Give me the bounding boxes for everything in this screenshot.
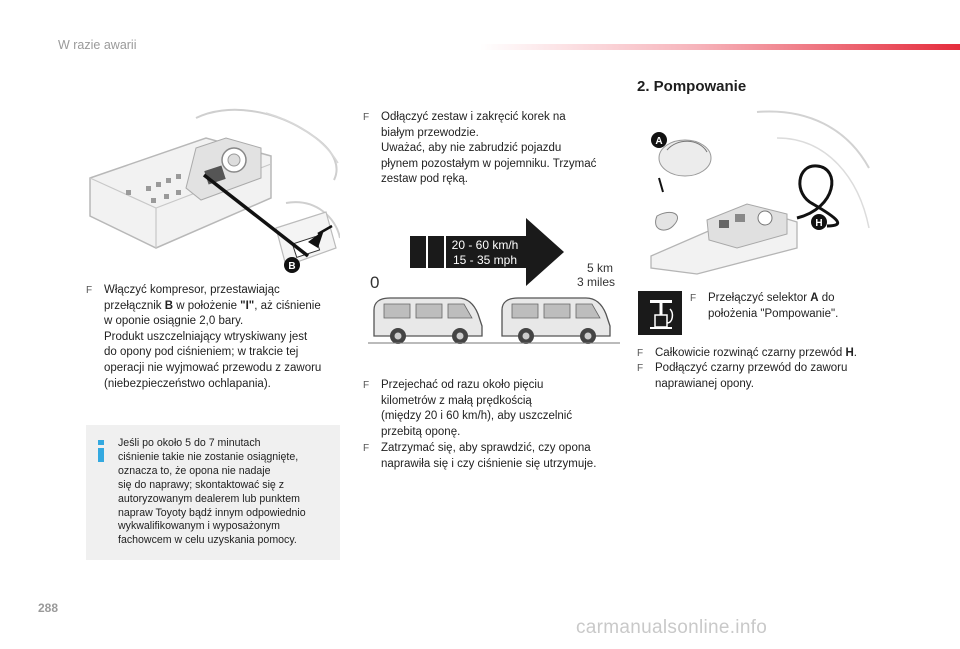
text-line: Całkowicie rozwinąć czarny przewód xyxy=(655,347,846,359)
bullet-marker: F xyxy=(690,293,697,304)
text-line: Uważać, aby nie zabrudzić pojazdu xyxy=(381,142,562,155)
start-distance-label: 0 xyxy=(370,273,380,292)
text-line: białym przewodzie. xyxy=(381,126,479,139)
inflation-illustration xyxy=(637,108,873,280)
section-title: 2. Pompowanie xyxy=(637,78,747,95)
text-line: Produkt uszczelniający wtryskiwany jest xyxy=(104,330,308,343)
label-b-inline: B xyxy=(164,299,174,312)
text-line: położenia "Pompowanie". xyxy=(708,307,839,320)
text-line: wykwalifikowanym i wyposażonym xyxy=(118,520,280,533)
text-line: płynem pozostałym w pojemniku. Trzymać xyxy=(381,157,597,170)
text-line: . xyxy=(853,347,857,359)
bullet-marker: F xyxy=(363,443,370,454)
bullet-marker: F xyxy=(637,348,644,359)
text-line: przełącznik xyxy=(104,299,165,312)
watermark: carmanualsonline.info xyxy=(576,617,768,638)
instruction-disconnect-kit xyxy=(363,110,625,188)
bullet-marker: F xyxy=(363,112,370,123)
text-line: Włączyć kompresor, przestawiając xyxy=(104,284,280,296)
text-line: Odłączyć zestaw i zakręcić korek na xyxy=(381,111,566,123)
text-line: naprawiła się i czy ciśnienie się utrzymuje. xyxy=(381,457,597,470)
text-line: naprawianej opony. xyxy=(655,377,754,390)
info-text xyxy=(118,437,306,548)
label-h-inline: H xyxy=(845,347,854,359)
text-line: przebitą oponę. xyxy=(381,425,461,438)
instruction-connect-hose xyxy=(637,361,887,392)
distance-km-label: 5 km xyxy=(586,261,614,275)
text-line: Przełączyć selektor xyxy=(708,292,811,304)
instruction-selector xyxy=(690,291,890,322)
van-left-icon xyxy=(374,298,482,344)
speed-kmh-label: 20 - 60 km/h xyxy=(451,238,519,252)
text-line: zestaw pod ręką. xyxy=(381,173,468,186)
page-number: 288 xyxy=(38,601,59,615)
text-line: oznacza to, że opona nie nadaje xyxy=(118,464,271,477)
pump-mode-icon xyxy=(638,291,682,335)
text-line: operacji nie wyjmować przewodu z zaworu xyxy=(104,361,322,374)
text-line: ciśnienie takie nie zostanie osiągnięte, xyxy=(118,450,299,463)
text-line: Zatrzymać się, aby sprawdzić, czy opona xyxy=(381,442,591,454)
text-line: do opony pod ciśnieniem; w trakcie tej xyxy=(104,346,299,359)
compressor-illustration xyxy=(86,108,340,280)
text-line: (między 20 i 60 km/h), aby uszczelnić xyxy=(381,410,573,423)
text-line: (niebezpieczeństwo ochlapania). xyxy=(104,377,271,390)
text-line: się do naprawy; skontaktować się z xyxy=(118,478,285,491)
label-h: H xyxy=(815,218,823,229)
info-icon xyxy=(96,440,106,462)
text-line: napraw Toyoty bądź innym odpowiednio xyxy=(118,506,306,519)
text-line: Podłączyć czarny przewód do zaworu xyxy=(655,362,848,374)
label-b: B xyxy=(288,261,296,272)
text-line: w oponie osiągnie 2,0 bary. xyxy=(104,315,244,328)
text-line: Jeśli po około 5 do 7 minutach xyxy=(118,437,261,449)
text-line: fachowcem w celu uzyskania pomocy. xyxy=(118,534,297,547)
speed-distance-illustration xyxy=(364,214,622,344)
text-line: , aż ciśnienie xyxy=(254,299,321,312)
text-line: kilometrów z małą prędkością xyxy=(381,394,532,407)
instruction-unwind-hose xyxy=(637,346,887,362)
position-i-inline: "I" xyxy=(240,299,255,312)
van-right-icon xyxy=(502,298,610,344)
label-a-inline: A xyxy=(810,292,819,304)
text-line: do xyxy=(818,292,835,304)
text-line: Przejechać od razu około pięciu xyxy=(381,379,544,391)
bullet-marker: F xyxy=(86,285,93,296)
header-accent-bar xyxy=(480,44,960,50)
instruction-switch-compressor xyxy=(86,283,346,392)
instruction-drive xyxy=(363,378,625,440)
distance-miles-label: 3 miles xyxy=(576,275,616,289)
label-a: A xyxy=(655,136,663,147)
bullet-marker: F xyxy=(363,380,370,391)
bullet-marker: F xyxy=(637,363,644,374)
section-header: W razie awarii xyxy=(58,38,137,52)
instruction-stop-check xyxy=(363,441,625,472)
text-line: w położenie xyxy=(173,299,241,312)
speed-mph-label: 15 - 35 mph xyxy=(452,253,518,267)
text-line: autoryzowanym dealerem lub punktem xyxy=(118,492,300,505)
